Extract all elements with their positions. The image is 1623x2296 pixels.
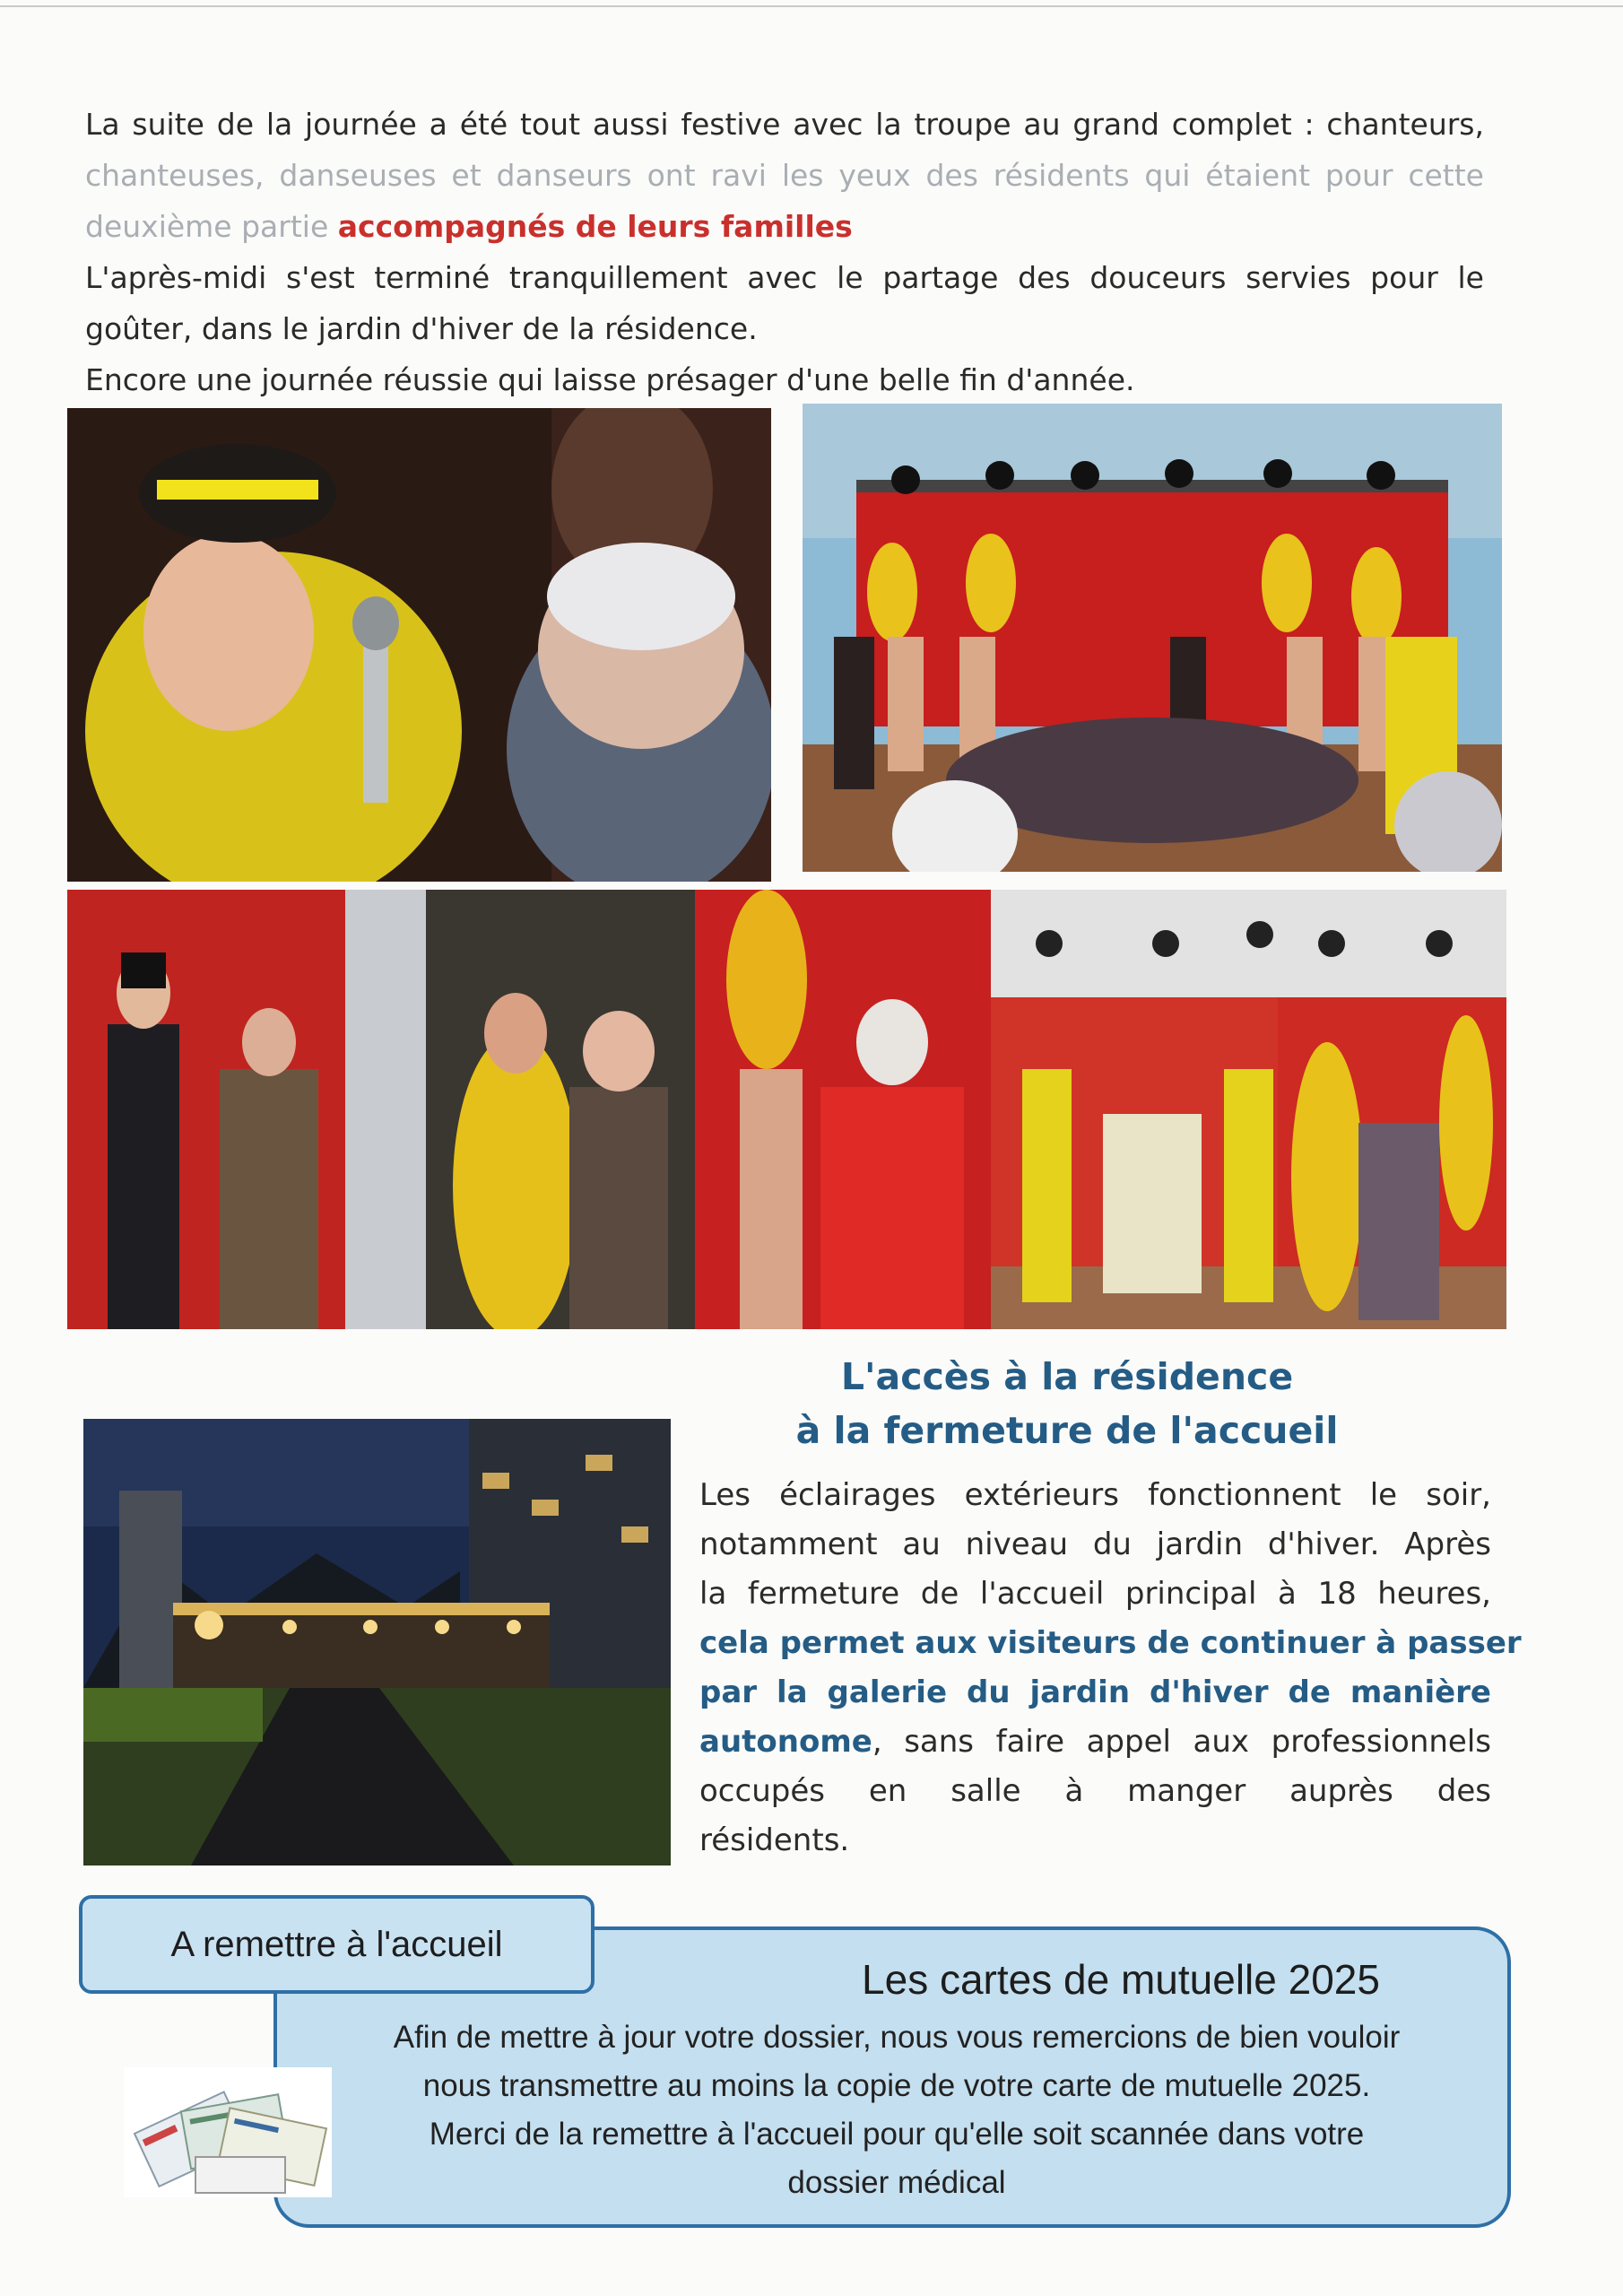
access-line-4: cela permet aux visiteurs de continuer à passer xyxy=(699,1625,1522,1661)
intro-line-2: chanteuses, danseuses et danseurs ont ravi les yeux des résidents qui étaient pour cette xyxy=(85,158,1484,193)
access-line-8: résidents. xyxy=(699,1822,850,1858)
access-line-5: par la galerie du jardin d'hiver de manière xyxy=(699,1674,1491,1710)
access-heading xyxy=(708,1350,1426,1457)
intro-line-6: Encore une journée réussie qui laisse présager d'une belle fin d'année. xyxy=(85,362,1135,397)
mutuelle-line-3: Merci de la remettre à l'accueil pour qu'elle soit scannée dans votre xyxy=(429,2117,1365,2152)
intro-line-4: L'après-midi s'est terminé tranquillement avec le partage des douceurs servies pour le xyxy=(85,260,1484,295)
notice-tab-label: A remettre à l'accueil xyxy=(170,1924,503,1964)
photo-troupe-group xyxy=(803,404,1502,872)
access-title-line-1: L'accès à la résidence xyxy=(840,1355,1294,1398)
access-line-1: Les éclairages extérieurs fonctionnent le soir, xyxy=(699,1477,1491,1513)
mutuelle-line-1: Afin de mettre à jour votre dossier, nous vous remercions de bien vouloir xyxy=(393,2020,1401,2055)
mutuelle-line-2: nous transmettre au moins la copie de votre carte de mutuelle 2025. xyxy=(422,2068,1371,2103)
access-title-line-2: à la fermeture de l'accueil xyxy=(795,1409,1339,1452)
notice-tab xyxy=(79,1895,595,1994)
access-line-3: la fermeture de l'accueil principal à 18 heures, xyxy=(699,1576,1491,1612)
photo-strip-residents-with-performers xyxy=(67,890,1506,1329)
access-line-7: occupés en salle à manger auprès des xyxy=(699,1773,1491,1809)
access-line-6 xyxy=(699,1718,1491,1767)
photo-winter-garden-night xyxy=(83,1419,671,1866)
access-body xyxy=(699,1471,1522,1866)
intro-faded-text: deuxième partie xyxy=(85,209,329,244)
intro-line-5: goûter, dans le jardin d'hiver de la résidence. xyxy=(85,311,758,346)
access-line-2: notamment au niveau du jardin d'hiver. Après xyxy=(699,1526,1491,1562)
intro-line-3 xyxy=(85,201,1484,252)
photo-singer-with-resident xyxy=(67,408,771,882)
top-rule xyxy=(0,5,1623,7)
mutuelle-text xyxy=(296,2013,1497,2207)
mutuelle-title: Les cartes de mutuelle 2025 xyxy=(862,1956,1380,2003)
access-line-6-rest: , sans faire appel aux professionnels xyxy=(872,1724,1491,1760)
access-highlight-autonome: autonome xyxy=(699,1724,872,1760)
mutuelle-line-4: dossier médical xyxy=(787,2165,1006,2200)
intro-text xyxy=(85,99,1484,405)
intro-highlight-text: accompagnés de leurs familles xyxy=(337,209,853,244)
intro-line-1: La suite de la journée a été tout aussi festive avec la troupe au grand complet : chanteurs, xyxy=(85,107,1484,142)
mutuelle-cards-image xyxy=(124,2067,332,2197)
